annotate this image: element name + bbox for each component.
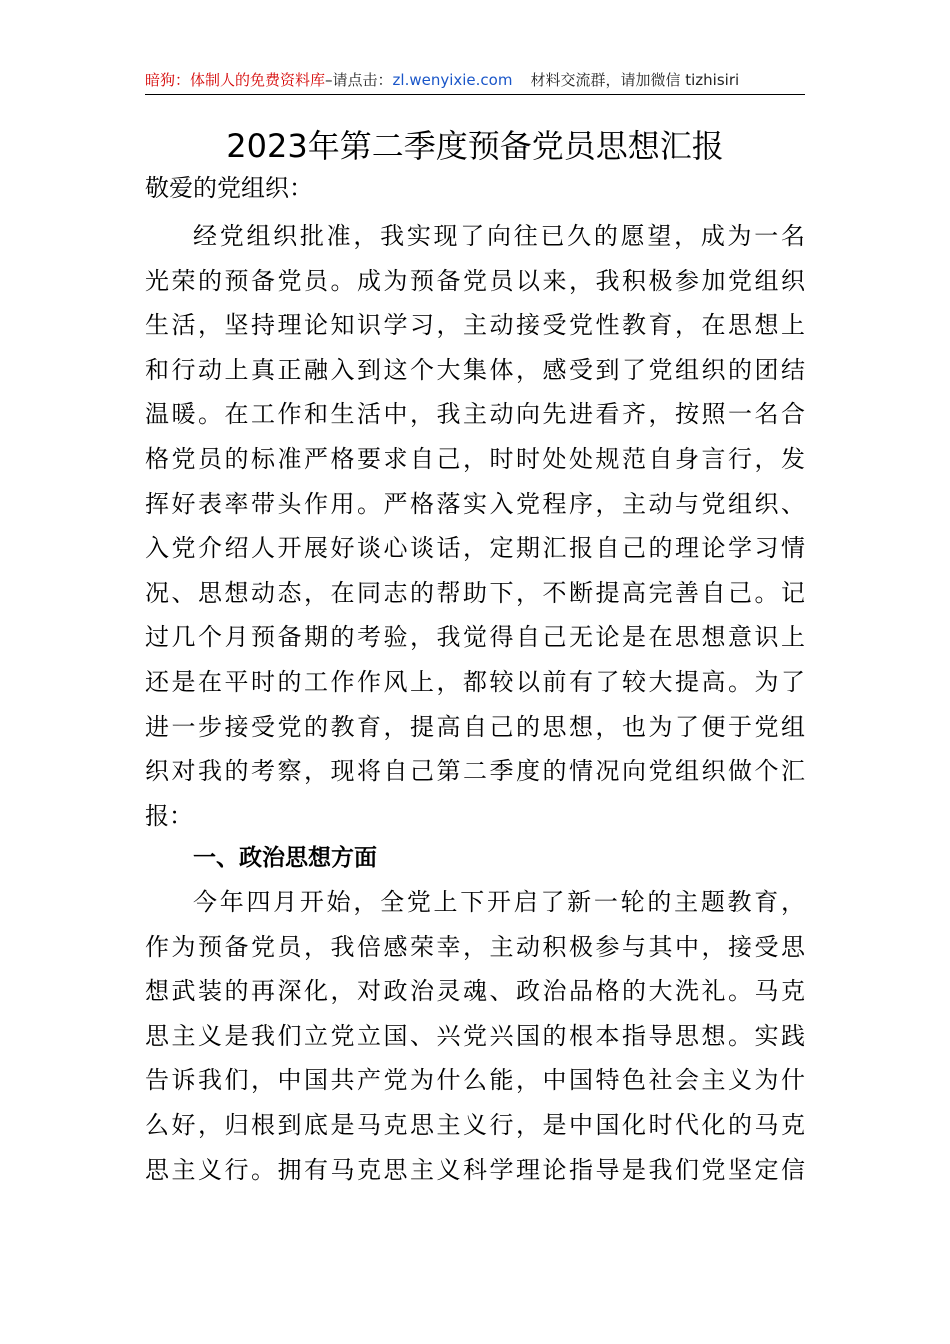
paragraph-line: 报： — [145, 801, 193, 830]
paragraph-1 — [145, 214, 805, 838]
paragraph-line: 今年四月开始，全党上下开启了新一轮的主题教育， — [193, 888, 805, 916]
header-brand: 暗狗：体制人的免费资料库 — [145, 71, 326, 89]
paragraph-line: 格党员的标准严格要求自己，时时处处规范自身言行，发 — [145, 444, 805, 473]
paragraph-line: 挥好表率带头作用。严格落实入党程序，主动与党组织、 — [145, 489, 805, 518]
paragraph-line: 温暖。在工作和生活中，我主动向先进看齐，按照一名合 — [145, 400, 805, 429]
paragraph-line: 入党介绍人开展好谈心谈话，定期汇报自己的理论学习情 — [145, 534, 805, 563]
paragraph-line: 作为预备党员，我倍感荣幸，主动积极参与其中，接受思 — [145, 932, 805, 961]
paragraph-line: 思主义行。拥有马克思主义科学理论指导是我们党坚定信 — [145, 1155, 805, 1184]
document-title: 2023年第二季度预备党员思想汇报 — [226, 127, 724, 165]
paragraph-line: 光荣的预备党员。成为预备党员以来，我积极参加党组织 — [145, 266, 805, 295]
section-heading-political: 一、政治思想方面 — [193, 845, 377, 871]
paragraph-line: 想武装的再深化，对政治灵魂、政治品格的大洗礼。马克 — [145, 977, 805, 1006]
paragraph-line: 生活，坚持理论知识学习，主动接受党性教育，在思想上 — [145, 311, 805, 340]
header-link[interactable]: zl.wenyixie.com — [392, 71, 513, 89]
paragraph-line: 告诉我们，中国共产党为什么能，中国特色社会主义为什 — [145, 1066, 805, 1095]
paragraph-line: 还是在平时的工作作风上，都较以前有了较大提高。为了 — [145, 667, 805, 696]
paragraph-line: 经党组织批准，我实现了向往已久的愿望，成为一名 — [193, 222, 805, 250]
paragraph-line: 织对我的考察，现将自己第二季度的情况向党组织做个汇 — [145, 757, 805, 786]
paragraph-2 — [145, 880, 805, 1192]
paragraph-line: 进一步接受党的教育，提高自己的思想，也为了便于党组 — [145, 712, 805, 741]
paragraph-line: 么好，归根到底是马克思主义行，是中国化时代化的马克 — [145, 1110, 805, 1139]
header-prompt: –请点击： — [325, 71, 393, 89]
paragraph-line: 和行动上真正融入到这个大集体，感受到了党组织的团结 — [145, 355, 805, 384]
header-contact: 材料交流群，请加微信 tizhisiri — [530, 71, 740, 89]
paragraph-line: 况、思想动态，在同志的帮助下，不断提高完善自己。记 — [145, 578, 805, 607]
page-header — [145, 68, 805, 95]
paragraph-line: 过几个月预备期的考验，我觉得自己无论是在思想意识上 — [145, 623, 805, 652]
greeting: 敬爱的党组织： — [145, 174, 313, 202]
paragraph-line: 思主义是我们立党立国、兴党兴国的根本指导思想。实践 — [145, 1021, 805, 1050]
